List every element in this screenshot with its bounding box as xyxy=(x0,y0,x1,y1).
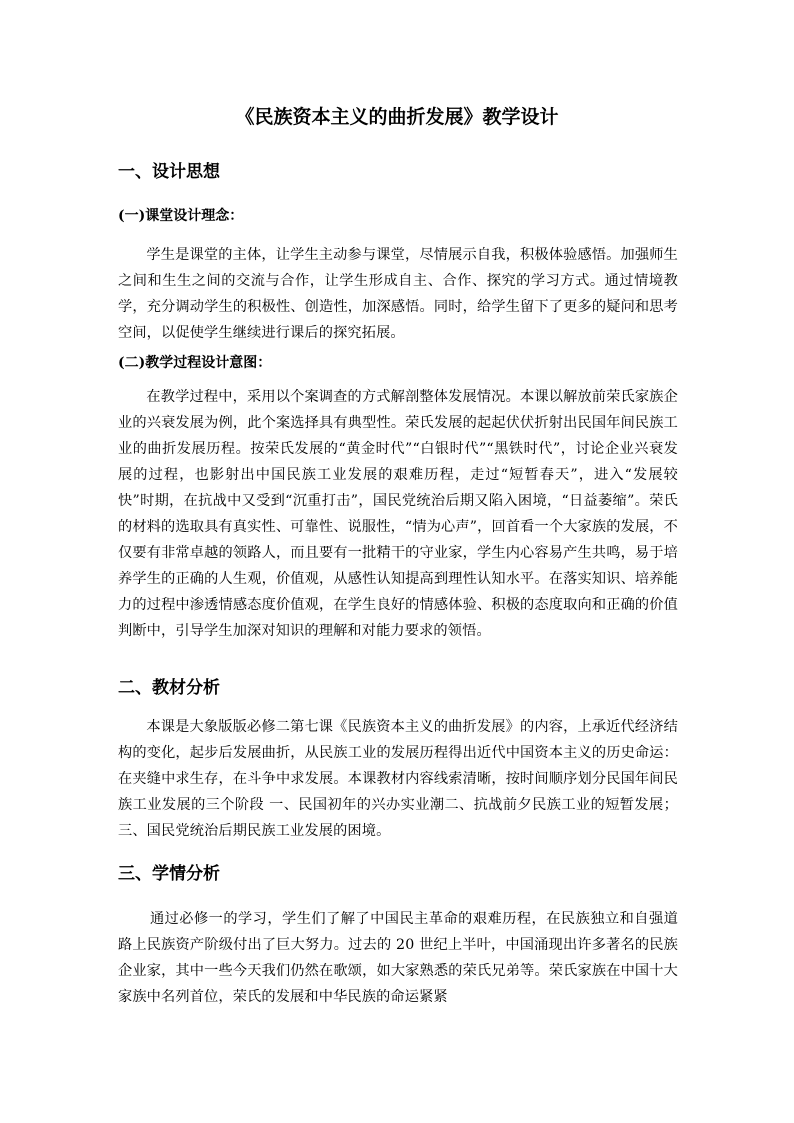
paragraph-textbook-analysis: 本课是大象版版必修二第七课《民族资本主义的曲折发展》的内容，上承近代经济结构的变化，起步后发展曲折，从民族工业的发展历程得出近代中国资本主义的历史命运：在夹缝中求生存，在斗争中求发展。本课教材内容线索清晰，按时间顺序划分民国年间民族工业发展的三个阶段 一、民国初年的兴办实业潮二、抗战前夕民族工业的短暂发展；三、国民党统治后期民族工业发展的困境。 xyxy=(118,719,678,839)
paragraph-process-intent: 在教学过程中，采用以个案调查的方式解剖整体发展情况。本课以解放前荣氏家族企业的兴衰发展为例，此个案选择具有典型性。荣氏发展的起起伏伏折射出民国年间民族工业的曲折发展历程。按荣氏发展的“黄金时代”“白银时代”“黑铁时代”，讨论企业兴衰发展的过程，也影射出中国民族工业发展的艰难历程，走过“短暂春天”，进入“发展较快”时期，在抗战中又受到“沉重打击”，国民党统治后期又陷入困境，“日益萎缩”。荣氏的材料的选取具有真实性、可靠性、说服性，“情为心声”，回首看一个大家族的发展，不仅要有非常卓越的领路人，而且要有一批精干的守业家，学生内心容易产生共鸣，易于培养学生的正确的人生观，价值观，从感性认知提高到理性认知水平。在落实知识、培养能力的过程中渗透情感态度价值观，在学生良好的情感体验、积极的态度取向和正确的价值判断中，引导学生加深对知识的理解和对能力要求的领悟。 xyxy=(118,389,678,639)
subsection-heading-concept: (一)课堂设计理念： xyxy=(118,208,244,224)
paragraph-concept: 学生是课堂的主体，让学生主动参与课堂，尽情展示自我，积极体验感悟。加强师生之间和生生之间的交流与合作，让学生形成自主、合作、探究的学习方式。通过情境教学，充分调动学生的积极性、创造性，加深感悟。同时，给学生留下了更多的疑问和思考空间，以促使学生继续进行课后的探究拓展。 xyxy=(118,247,678,341)
section-heading-student-analysis: 三、学情分析 xyxy=(118,864,220,884)
section-heading-textbook-analysis: 二、教材分析 xyxy=(118,678,220,698)
document-title: 《民族资本主义的曲折发展》教学设计 xyxy=(235,106,559,128)
subsection-heading-process-intent: (二)教学过程设计意图： xyxy=(118,355,272,371)
section-heading-design-idea: 一、设计思想 xyxy=(118,162,220,182)
paragraph-student-analysis: 通过必修一的学习，学生们了解了中国民主革命的艰难历程，在民族独立和自强道路上民族资产阶级付出了巨大努力。过去的 20 世纪上半叶，中国涌现出许多著名的民族企业家，其中一些今天我们仍然在歌颂，如大家熟悉的荣氏兄弟等。荣氏家族在中国十大家族中名列首位，荣氏的发展和中华民族的命运紧紧 xyxy=(118,911,678,1005)
